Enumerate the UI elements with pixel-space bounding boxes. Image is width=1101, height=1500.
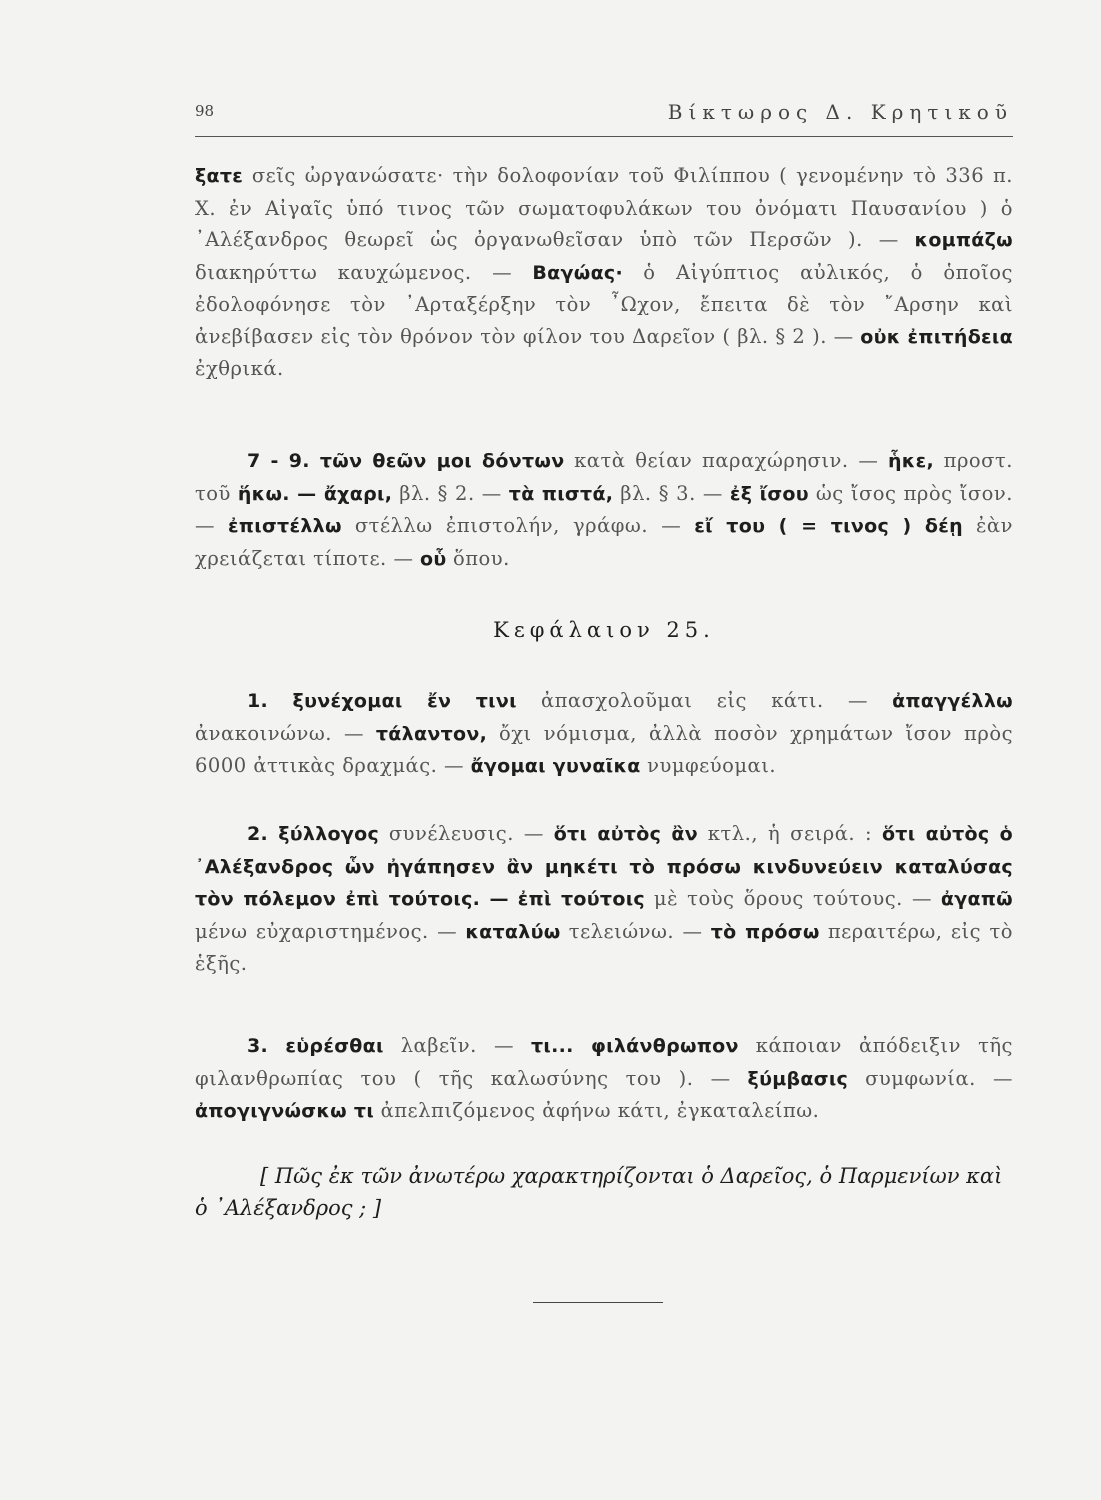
gloss: ὅπου. <box>453 546 510 570</box>
term: εἴ του ( = τινος ) δέῃ <box>694 515 963 537</box>
term: ἐξ ἴσου <box>729 482 809 505</box>
term: ἀπαγγέλλω <box>892 690 1013 712</box>
running-title: Βίκτωρος Δ. Κρητικοῦ <box>667 100 1013 124</box>
gloss: συνέλευσις. — <box>388 822 544 845</box>
term: ἐπιστέλλω <box>228 515 342 537</box>
page-number: 98 <box>195 102 215 120</box>
gloss: συμφωνία. — <box>865 1066 1013 1090</box>
term: ἄγομαι γυναῖκα <box>470 755 641 777</box>
gloss: ἀπελπιζόμενος ἀφήνω κάτι, ἐγκαταλείπω. <box>380 1099 820 1122</box>
gloss: ὡς ἴσος πρὸς ἴσον. — <box>195 481 1013 537</box>
paragraph-3 <box>195 1030 1013 1128</box>
gloss: βλ. § 2. — <box>399 481 502 505</box>
term: τὰ πιστά, <box>508 482 614 505</box>
page-header <box>195 100 1013 137</box>
term: 7 - 9. τῶν θεῶν μοι δόντων <box>247 450 565 472</box>
term: ἀπογιγνώσκω τι <box>195 1100 375 1122</box>
gloss: ἐχθρικά. <box>195 357 284 380</box>
paragraph-continuation <box>195 160 1013 385</box>
term: ὅτι αὐτὸς ἂν <box>553 823 698 845</box>
paragraph-1 <box>195 685 1013 783</box>
gloss: προστ. τοῦ <box>195 449 1013 505</box>
gloss: στέλλω ἐπιστολήν, γράφω. — <box>354 514 682 537</box>
term: ἥκω. — ἄχαρι, <box>237 482 393 505</box>
term: 2. ξύλλογος <box>247 823 380 845</box>
term: κομπάζω <box>914 229 1013 251</box>
term: τι... φιλάνθρωπον <box>530 1035 739 1057</box>
term: ἀγαπῶ <box>940 888 1013 910</box>
paragraph-7-9 <box>195 445 1013 575</box>
term: ξατε <box>195 165 244 187</box>
term: οὗ <box>419 547 447 570</box>
end-rule <box>533 1302 663 1303</box>
gloss: τελειώνω. — <box>568 919 703 943</box>
gloss: μὲ τοὺς ὅρους τούτους. — <box>653 887 932 910</box>
gloss: ἀνακοινώνω. — <box>195 721 365 745</box>
term: 1. ξυνέχομαι ἔν τινι <box>247 690 517 712</box>
study-question: [ Πῶς ἐκ τῶν ἀνωτέρω χαρακτηρίζονται ὁ Δαρεῖος, ὁ Παρμενίων καὶ ὁ ᾿Αλέξανδρος ; ] <box>195 1164 1003 1220</box>
gloss: λαβεῖν. — <box>400 1034 514 1057</box>
gloss: ὁ Αἰγύπτιος αὐλικός, ὁ ὁποῖος ἐδολοφόνησε τὸν ᾿Αρταξέρξην τὸν ῏Ωχον, ἔπειτα δὲ τὸν ῎Αρσην καὶ ἀνεβίβασεν εἰς τὸν θρόνον τὸν φίλον του Δαρεῖον ( βλ. § 2 ). — <box>195 260 1013 348</box>
gloss: διακηρύττω καυχώμενος. — <box>195 260 513 284</box>
chapter-heading: Κεφάλαιον 25. <box>493 618 715 642</box>
gloss: σεῖς ὠργανώσατε· τὴν δολοφονίαν τοῦ Φιλίππου ( γενομένην τὸ 336 π. Χ. ἐν Αἰγαῖς ὑπό τινος τῶν σωματοφυλάκων του ὀνόματι Παυσανίου ) ὁ ᾿Αλέξανδρος θεωρεῖ ὡς ὀργανωθεῖσαν ὑπὸ τῶν Περσῶν ). — <box>195 164 1013 251</box>
term: ὅτι αὐτὸς ὁ ᾿Αλέξανδρος ὧν ἠγάπησεν ἂν μηκέτι τὸ πρόσω κινδυνεύειν καταλύσας τὸν πόλεμον ἐπὶ τούτοις. — <box>195 823 1013 910</box>
term: ἐπὶ τούτοις <box>517 888 645 910</box>
gloss: περαιτέρω, εἰς τὸ ἑξῆς. <box>195 919 1013 975</box>
term: ξύμβασις <box>747 1067 849 1090</box>
gloss: βλ. § 3. — <box>620 481 723 505</box>
term: Βαγώας· <box>532 261 623 284</box>
term: οὐκ ἐπιτήδεια <box>860 325 1013 348</box>
gloss: ἀπασχολοῦμαι εἰς κάτι. — <box>540 689 868 712</box>
gloss: νυμφεύομαι. <box>647 754 777 777</box>
gloss: κατὰ θείαν παραχώρησιν. — <box>574 449 879 472</box>
term: 3. εὑρέσθαι <box>247 1035 384 1057</box>
term: καταλύω <box>465 920 561 943</box>
gloss: κτλ., ἡ σειρά. : <box>707 822 873 845</box>
gloss: κάποιαν ἀπόδειξιν τῆς φιλανθρωπίας του ( τῆς καλωσύνης του ). — <box>195 1034 1013 1090</box>
paragraph-2 <box>195 818 1013 980</box>
term: ἧκε, <box>887 450 935 472</box>
term: τὸ πρόσω <box>710 920 820 943</box>
term: τάλαντον, <box>375 722 488 745</box>
gloss: ἐὰν χρειάζεται τίποτε. — <box>195 514 1013 570</box>
gloss: μένω εὐχαριστημένος. — <box>195 919 458 943</box>
gloss: ὄχι νόμισμα, ἀλλὰ ποσὸν χρημάτων ἴσον πρὸς 6000 ἀττικὰς δραχμάς. — <box>195 721 1013 777</box>
